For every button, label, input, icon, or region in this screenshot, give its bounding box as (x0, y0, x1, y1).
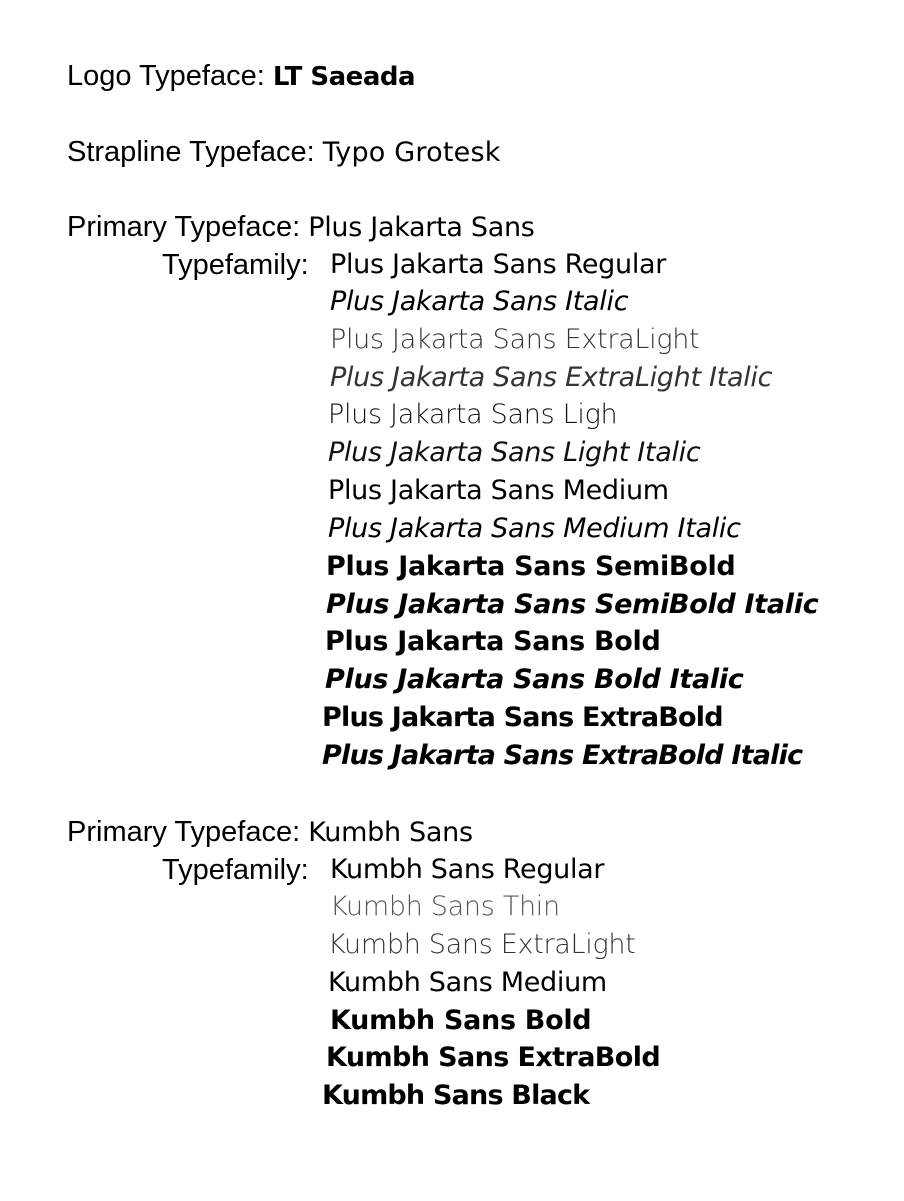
style-italic: Plus Jakarta Sans Italic (330, 286, 629, 317)
kumbh-style-extralight: Kumbh Sans ExtraLight (328, 929, 636, 960)
style-semibold-italic: Plus Jakarta Sans SemiBold Italic (326, 589, 819, 620)
primary-typeface-row-1 (67, 209, 535, 246)
kumbh-style-bold: Kumbh Sans Bold (330, 1005, 592, 1036)
style-light: Plus Jakarta Sans Ligh (328, 399, 618, 430)
style-extrabold: Plus Jakarta Sans ExtraBold (322, 702, 723, 733)
kumbh-style-black: Kumbh Sans Black (322, 1080, 590, 1111)
typefamily-label-2: Typefamily: (162, 854, 309, 886)
style-medium-italic: Plus Jakarta Sans Medium Italic (328, 513, 741, 544)
primary-typeface-row-2 (67, 814, 473, 851)
style-bold: Plus Jakarta Sans Bold (325, 626, 661, 657)
logo-typeface-label: Logo Typeface: (67, 60, 265, 92)
strapline-typeface-row (67, 134, 501, 171)
style-light-italic: Plus Jakarta Sans Light Italic (328, 437, 701, 468)
kumbh-style-medium: Kumbh Sans Medium (328, 967, 607, 998)
primary-typeface-label-2: Primary Typeface: (67, 816, 301, 848)
style-extralight: Plus Jakarta Sans ExtraLight (330, 324, 700, 355)
style-extralight-italic: Plus Jakarta Sans ExtraLight Italic (330, 362, 773, 393)
kumbh-style-extrabold: Kumbh Sans ExtraBold (326, 1042, 661, 1073)
style-regular: Plus Jakarta Sans Regular (330, 249, 667, 280)
style-medium: Plus Jakarta Sans Medium (328, 475, 669, 506)
strapline-typeface-name: Typo Grotesk (322, 137, 501, 168)
primary-typeface-name-2: Kumbh Sans (308, 817, 473, 848)
primary-typeface-name-1: Plus Jakarta Sans (308, 212, 535, 243)
primary-typeface-label-1: Primary Typeface: (67, 211, 301, 243)
style-bold-italic: Plus Jakarta Sans Bold Italic (325, 664, 744, 695)
strapline-typeface-label: Strapline Typeface: (67, 136, 315, 168)
typefamily-label-1: Typefamily: (162, 249, 309, 281)
logo-typeface-name: LT Saeada (272, 62, 416, 92)
style-semibold: Plus Jakarta Sans SemiBold (326, 551, 736, 582)
kumbh-style-thin: Kumbh Sans Thin (330, 891, 560, 922)
kumbh-style-regular: Kumbh Sans Regular (330, 854, 605, 885)
style-extrabold-italic: Plus Jakarta Sans ExtraBold Italic (322, 740, 803, 771)
logo-typeface-row (67, 58, 415, 95)
